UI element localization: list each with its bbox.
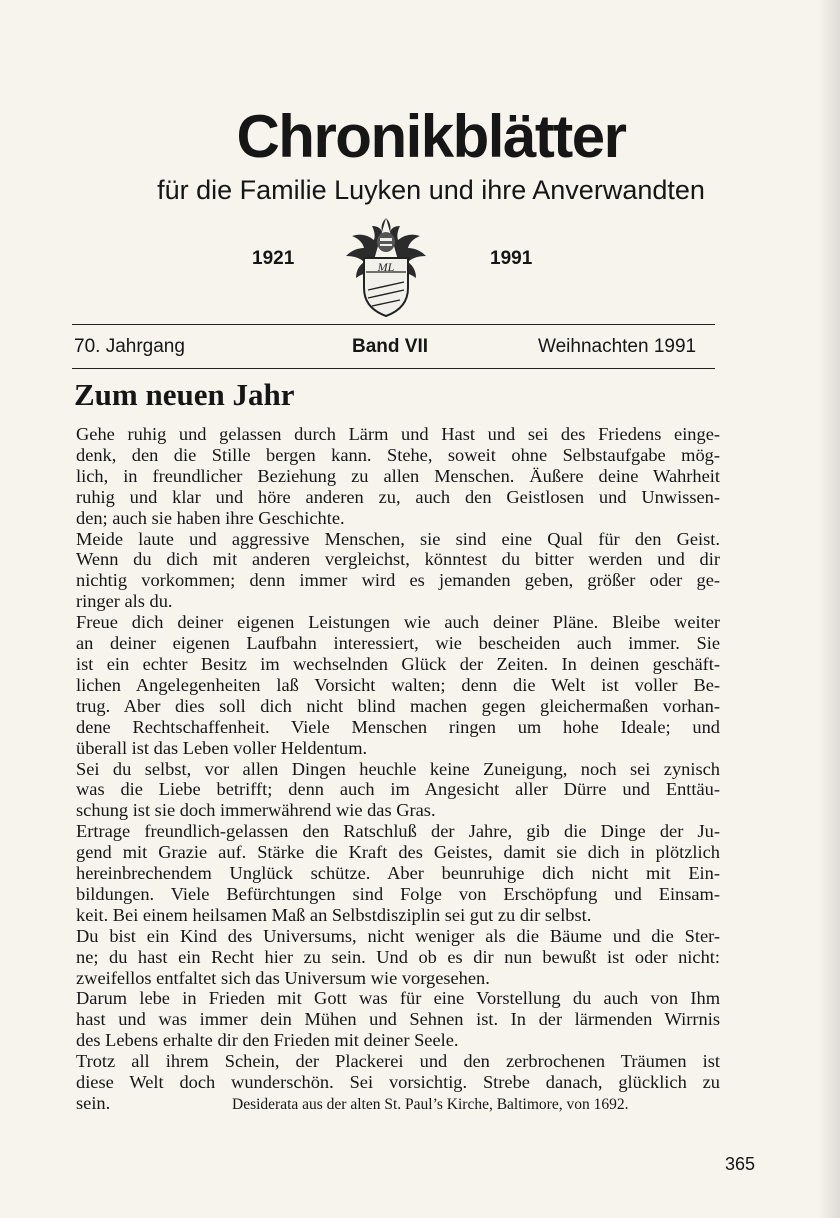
publication-title: Chronikblätter bbox=[236, 103, 626, 170]
text-line: diese Welt doch wunderschön. Sei vorsichtig. Strebe danach, glücklich zu bbox=[76, 1072, 720, 1093]
text-line: sein. bbox=[76, 1093, 111, 1113]
text-line: lich, in freundlicher Beziehung zu allen Menschen. Äußere deine Wahrheit bbox=[76, 465, 720, 486]
header-divider-top bbox=[72, 324, 715, 325]
text-line: Darum lebe in Frieden mit Gott was für eine Vorstellung du auch von Ihm bbox=[76, 988, 720, 1009]
publication-subtitle: für die Familie Luyken und ihre Anverwandten bbox=[157, 175, 705, 205]
text-line: ruhig und klar und höre anderen zu, auch den Geistlosen und Unwissen- bbox=[76, 486, 720, 507]
text-line: nichtig vorkommen; denn immer wird es jemanden geben, größer oder ge- bbox=[76, 570, 720, 591]
text-line: lichen Angelegenheiten laß Vorsicht walten; denn die Welt ist voller Be- bbox=[76, 674, 720, 695]
text-line: an deiner eigenen Laufbahn interessiert, wie bescheiden auch immer. Sie bbox=[76, 633, 720, 654]
text-line: zweifellos entfaltet sich das Universum wie vorgesehen. bbox=[76, 967, 490, 988]
edition-label: Weihnachten 1991 bbox=[538, 336, 697, 357]
text-line: gend mit Grazie auf. Stärke die Kraft des Geistes, damit sie dich in plötzlich bbox=[76, 842, 720, 863]
crest-monogram: ML bbox=[377, 260, 395, 274]
article-heading: Zum neuen Jahr bbox=[74, 377, 295, 412]
text-line: dene Rechtschaffenheit. Viele Menschen ringen um hohe Ideale; und bbox=[76, 716, 720, 737]
text-line: Sei du selbst, vor allen Dingen heuchle keine Zuneigung, noch sei zynisch bbox=[76, 758, 720, 779]
jahrgang-label: 70. Jahrgang bbox=[74, 336, 185, 357]
year-end: 1991 bbox=[490, 248, 533, 269]
article-attribution: Desiderata aus der alten St. Paul’s Kirche, Baltimore, von 1692. bbox=[232, 1096, 629, 1113]
text-line: hast und was immer dein Mühen und Sehnen ist. In der lärmenden Wirrnis bbox=[76, 1009, 720, 1030]
text-line: denk, den die Stille bergen kann. Stehe, soweit ohne Selbstaufgabe mög- bbox=[76, 444, 720, 465]
text-line: ist ein echter Besitz im wechselnden Glück der Zeiten. In deinen geschäft- bbox=[76, 653, 720, 674]
text-line: Ertrage freundlich-gelassen den Ratschluß der Jahre, gib die Dinge der Ju- bbox=[76, 821, 720, 842]
header-divider-bottom bbox=[72, 368, 715, 369]
text-line: trug. Aber dies soll dich nicht blind machen gegen gleichermaßen vorhan- bbox=[76, 695, 720, 716]
text-line: Meide laute und aggressive Menschen, sie sind eine Qual für den Geist. bbox=[76, 528, 720, 549]
family-crest-icon bbox=[336, 214, 436, 320]
text-line: schung ist sie doch immerwährend wie das Gras. bbox=[76, 800, 436, 821]
text-line: ringer als du. bbox=[76, 591, 173, 612]
article-body bbox=[76, 424, 720, 1114]
text-line: Freue dich deiner eigenen Leistungen wie auch deiner Pläne. Bleibe weiter bbox=[76, 612, 720, 633]
text-line: Gehe ruhig und gelassen durch Lärm und Hast und sei des Friedens einge- bbox=[76, 424, 720, 444]
text-line: Wenn du dich mit anderen vergleichst, könntest du bitter werden und dir bbox=[76, 549, 720, 570]
text-line: Du bist ein Kind des Universums, nicht weniger als die Bäume und die Ster- bbox=[76, 925, 720, 946]
band-label: Band VII bbox=[352, 336, 429, 357]
text-line: ne; du hast ein Recht hier zu sein. Und ob es dir nun bewußt ist oder nicht: bbox=[76, 946, 720, 967]
text-line: des Lebens erhalte dir den Frieden mit deiner Seele. bbox=[76, 1030, 459, 1051]
text-line: bildungen. Viele Befürchtungen sind Folge von Erschöpfung und Einsam- bbox=[76, 883, 720, 904]
text-line: Trotz all ihrem Schein, der Plackerei und den zerbrochenen Träumen ist bbox=[76, 1051, 720, 1072]
page-number: 365 bbox=[725, 1154, 756, 1174]
text-line: was die Liebe betrifft; denn auch im Angesicht aller Dürre und Enttäu- bbox=[76, 779, 720, 800]
text-line: den; auch sie haben ihre Geschichte. bbox=[76, 507, 345, 528]
text-line: keit. Bei einem heilsamen Maß an Selbstdisziplin sei gut zu dir selbst. bbox=[76, 904, 592, 925]
text-line: hereinbrechendem Unglück schütze. Aber beunruhige dich nicht mit Ein- bbox=[76, 863, 720, 884]
year-start: 1921 bbox=[252, 248, 295, 269]
text-line: überall ist das Leben voller Heldentum. bbox=[76, 737, 368, 758]
